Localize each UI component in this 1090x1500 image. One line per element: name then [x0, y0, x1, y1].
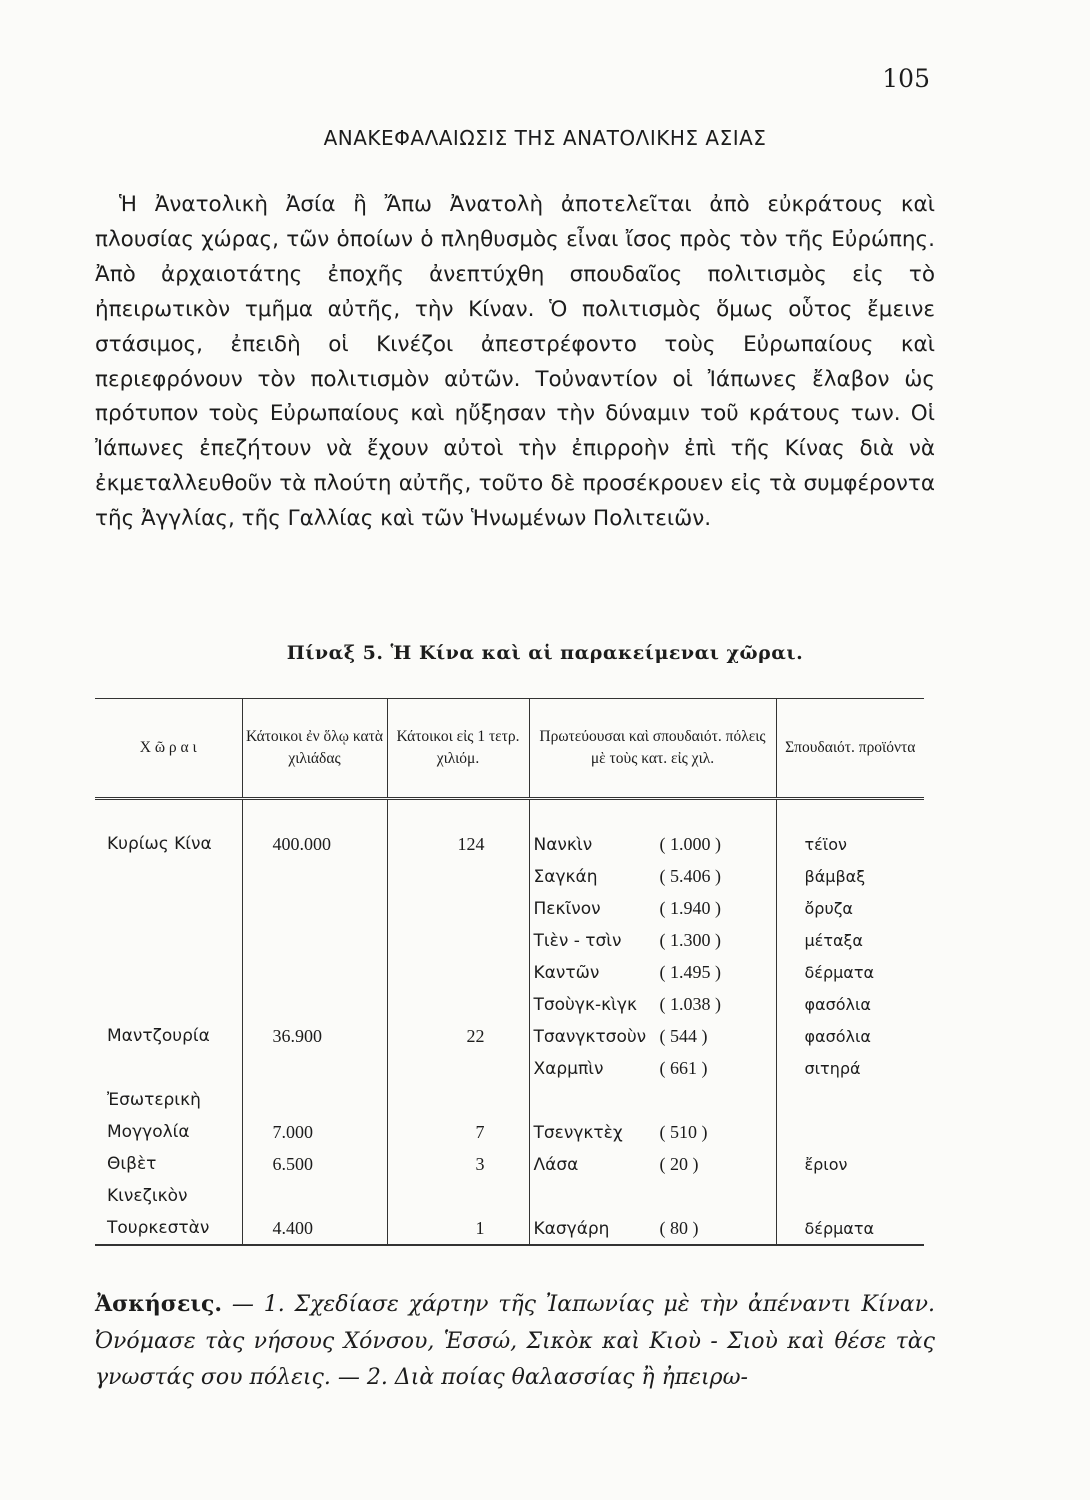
table-row [95, 1116, 924, 1148]
table-row [95, 956, 924, 988]
country-cell: Θιβὲτ [107, 1154, 157, 1174]
city-name: Λάσα [533, 1154, 579, 1175]
country-cell [95, 892, 242, 924]
product-cell: τέϊον [776, 799, 924, 861]
product-cell: σιτηρά [776, 1052, 924, 1084]
city-population: ( 544 ) [659, 1025, 708, 1046]
exercises-text: — 1. Σχεδίασε χάρτην τῆς Ἰαπωνίας μὲ τὴν ἀπέναντι Κίναν. Ὀνόμασε τὰς νήσους Χόνσου, Ἑσσώ, Σικὸκ καὶ Κιοὺ - Σιοὺ καὶ θέσε τὰς γνωστάς σου πόλεις. — 2. Διὰ ποίας θαλασσίας ἢ ἠπειρω- [95, 1292, 935, 1390]
population-cell: 4.400 [242, 1212, 387, 1245]
product-cell [776, 1180, 924, 1212]
population-cell [242, 892, 387, 924]
city-cell [529, 1180, 776, 1212]
city-cell [529, 892, 776, 924]
table-row [95, 1052, 924, 1084]
density-cell: 7 [387, 1116, 529, 1148]
density-cell [387, 1084, 529, 1116]
country-cell [95, 988, 242, 1020]
city-population: ( 20 ) [659, 1153, 699, 1174]
exercises [95, 1286, 935, 1397]
population-cell [242, 1180, 387, 1212]
city-cell [529, 924, 776, 956]
header-products: Σπουδαιότ. προϊόντα [776, 699, 924, 799]
density-cell: 1 [387, 1212, 529, 1245]
city-cell [529, 1116, 776, 1148]
country-cell: Τουρκεστὰν [107, 1218, 210, 1238]
city-cell [529, 1052, 776, 1084]
city-cell [529, 1212, 776, 1245]
table-row [95, 799, 924, 861]
city-population: ( 1.300 ) [659, 929, 721, 950]
city-cell [529, 956, 776, 988]
city-name: Σαγκάη [533, 866, 598, 887]
table-row [95, 1180, 924, 1212]
table-row [95, 1084, 924, 1116]
city-name: Τσανγκτσοὺν [533, 1026, 647, 1047]
table-row [95, 924, 924, 956]
header-density: Κάτοικοι εἰς 1 τετρ. χιλιόμ. [387, 699, 529, 799]
population-cell [242, 956, 387, 988]
city-name: Τσοὺγκ-κὶγκ [533, 994, 637, 1015]
product-cell: φασόλια [776, 1020, 924, 1052]
body-text [95, 188, 935, 537]
density-cell [387, 1052, 529, 1084]
data-table [95, 698, 924, 1246]
table-header-row [95, 699, 924, 799]
population-cell: 36.900 [242, 1020, 387, 1052]
product-cell [776, 1084, 924, 1116]
exercises-label: Ἀσκήσεις. [95, 1291, 223, 1317]
density-cell [387, 1180, 529, 1212]
product-cell: ὄρυζα [776, 892, 924, 924]
table-row [95, 1020, 924, 1052]
city-cell [529, 1020, 776, 1052]
population-cell [242, 1084, 387, 1116]
table-row [95, 1148, 924, 1180]
density-cell [387, 860, 529, 892]
table-row [95, 860, 924, 892]
table-row [95, 1212, 924, 1245]
city-cell [529, 799, 776, 861]
city-population: ( 1.940 ) [659, 897, 721, 918]
density-cell: 124 [387, 799, 529, 861]
product-cell: δέρματα [776, 956, 924, 988]
table-row [95, 988, 924, 1020]
population-cell [242, 924, 387, 956]
population-cell [242, 988, 387, 1020]
country-cell [95, 924, 242, 956]
country-cell: Ἐσωτερικὴ [107, 1090, 201, 1110]
country-cell: Μογγολία [107, 1122, 190, 1142]
product-cell: μέταξα [776, 924, 924, 956]
country-cell [95, 956, 242, 988]
city-name: Πεκῖνον [533, 898, 601, 919]
country-cell [95, 860, 242, 892]
city-cell [529, 1148, 776, 1180]
country-cell: Μαντζουρία [107, 1026, 210, 1046]
page-number: 105 [882, 64, 930, 93]
population-cell [242, 860, 387, 892]
population-cell: 7.000 [242, 1116, 387, 1148]
product-cell: βάμβαξ [776, 860, 924, 892]
city-cell [529, 988, 776, 1020]
population-cell [242, 1052, 387, 1084]
city-population: ( 80 ) [659, 1217, 699, 1238]
density-cell [387, 924, 529, 956]
country-cell: Κινεζικὸν [107, 1186, 188, 1206]
city-cell [529, 1084, 776, 1116]
section-heading: ΑΝΑΚΕΦΑΛΑΙΩΣΙΣ ΤΗΣ ΑΝΑΤΟΛΙΚΗΣ ΑΣΙΑΣ [323, 126, 767, 150]
city-population: ( 1.038 ) [659, 993, 721, 1014]
product-cell: ἔριον [776, 1148, 924, 1180]
density-cell: 3 [387, 1148, 529, 1180]
paragraph: Ἡ Ἀνατολικὴ Ἀσία ἢ Ἄπω Ἀνατολὴ ἀποτελεῖται ἀπὸ εὐκράτους καὶ πλουσίας χώρας, τῶν ὁποίων ὁ πληθυσμὸς εἶναι ἴσος πρὸς τὸν τῆς Εὐρώπης. Ἀπὸ ἀρχαιοτάτης ἐποχῆς ἀνεπτύχθη σπουδαῖος πολιτισμὸς εἰς τὸ ἠπειρωτικὸν τμῆμα αὐτῆς, τὴν Κίναν. Ὁ πολιτισμὸς ὅμως οὗτος ἔμεινε στάσιμος, ἐπειδὴ οἱ Κινέζοι ἀπεστρέφοντο τοὺς Εὐρωπαίους καὶ περιεφρόνουν τὸν πολιτισμὸν αὐτῶν. Τοὐναντίον οἱ Ἰάπωνες ἔλαβον ὡς πρότυπον τοὺς Εὐρωπαίους καὶ ηὔξησαν τὴν δύναμιν τοῦ κράτους των. Οἱ Ἰάπωνες ἐπεζήτουν νὰ ἔχουν αὐτοὶ τὴν ἐπιρροὴν ἐπὶ τῆς Κίνας διὰ νὰ ἐκμεταλλευθοῦν τὰ πλούτη αὐτῆς, τοῦτο δὲ προσέκρουεν εἰς τὰ συμφέροντα τῆς Ἀγγλίας, τῆς Γαλλίας καὶ τῶν Ἡνωμένων Πολιτειῶν. [95, 192, 935, 532]
city-name: Κασγάρη [533, 1218, 610, 1239]
city-population: ( 661 ) [659, 1057, 708, 1078]
product-cell [776, 1116, 924, 1148]
city-population: ( 1.495 ) [659, 961, 721, 982]
table-title: Πίναξ 5. Ἡ Κίνα καὶ αἱ παρακείμεναι χῶραι. [286, 642, 804, 664]
header-population: Κάτοικοι ἐν ὅλῳ κατὰ χιλιάδας [242, 699, 387, 799]
product-cell: δέρματα [776, 1212, 924, 1245]
density-cell: 22 [387, 1020, 529, 1052]
header-country: Χ ῶ ρ α ι [95, 699, 242, 799]
city-population: ( 510 ) [659, 1121, 708, 1142]
density-cell [387, 956, 529, 988]
population-cell: 400.000 [242, 799, 387, 861]
country-cell [95, 1052, 242, 1084]
city-name: Χαρμπὶν [533, 1058, 604, 1079]
table-row [95, 892, 924, 924]
city-cell [529, 860, 776, 892]
city-name: Νανκὶν [533, 834, 593, 855]
city-population: ( 1.000 ) [659, 833, 721, 854]
city-name: Τιὲν - τσὶν [533, 930, 622, 951]
density-cell [387, 892, 529, 924]
city-name: Τσενγκτὲχ [533, 1122, 623, 1143]
city-population: ( 5.406 ) [659, 865, 721, 886]
population-cell: 6.500 [242, 1148, 387, 1180]
product-cell: φασόλια [776, 988, 924, 1020]
density-cell [387, 988, 529, 1020]
header-cities: Πρωτεύουσαι καὶ σπουδαιότ. πόλεις μὲ τοὺς κατ. εἰς χιλ. [529, 699, 776, 799]
country-cell: Κυρίως Κίνα [107, 834, 212, 854]
city-name: Καντῶν [533, 962, 600, 983]
